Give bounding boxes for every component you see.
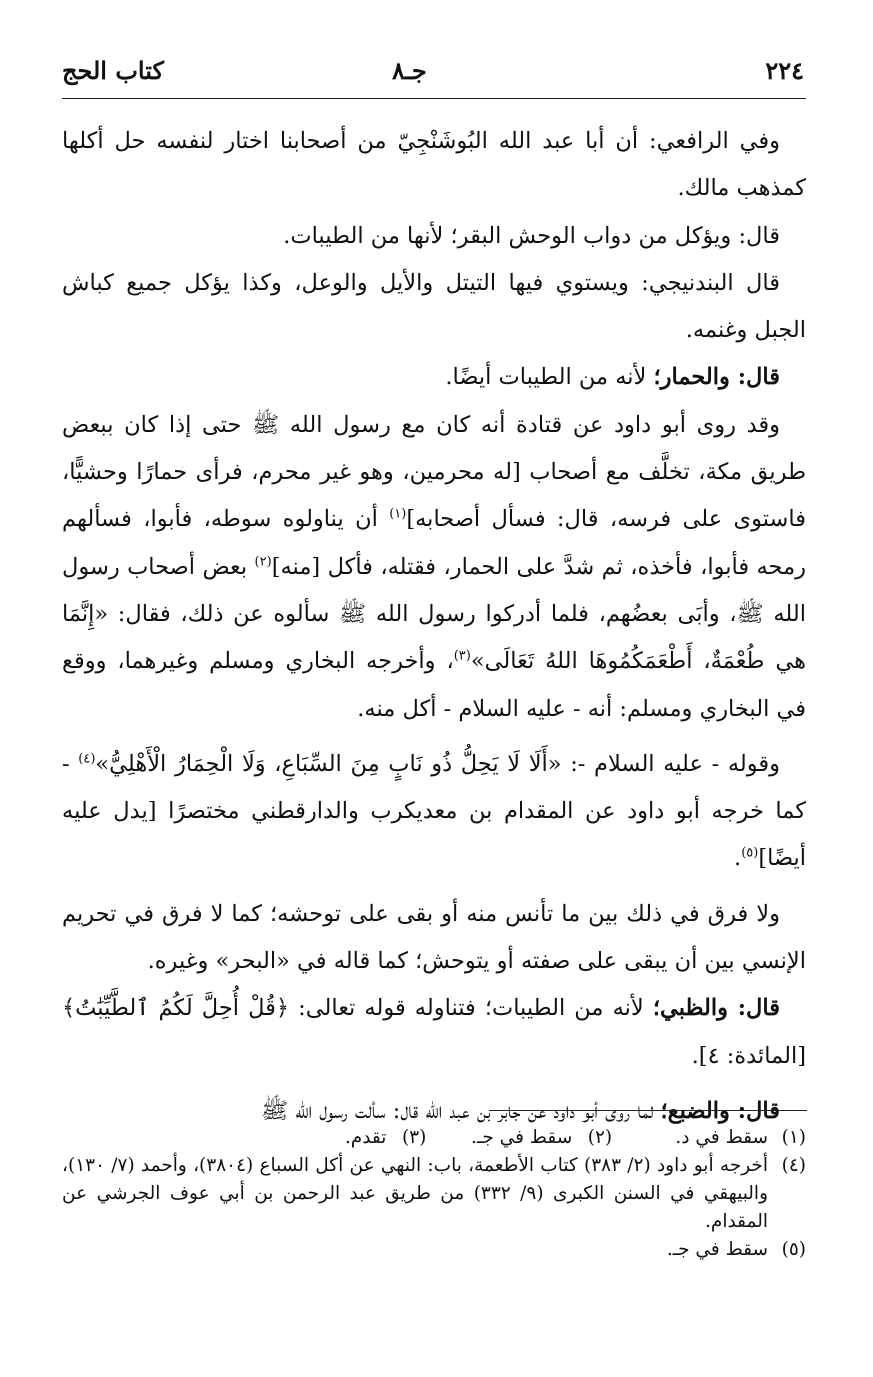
- footnote-number: (٤): [781, 1155, 806, 1176]
- ruling-text: لأنه من الطيبات؛ فتناوله قوله تعالى: ﴿قُلْ أُحِلَّ لَكُمُ ٱلطَّيِّبَٰتُ﴾ [المائدة: ٤].: [62, 995, 806, 1069]
- paragraph-no-difference: ولا فرق في ذلك بين ما تأنس منه أو بقى على توحشه؛ كما لا فرق في تحريم الإنسي بين أن يبقى على صفته أو يتوحش؛ كما قاله في «البحر» وغيره.: [62, 900, 806, 975]
- footnote-text: تقدم.: [344, 1127, 387, 1148]
- ruling-text: لأنه من الطيبات أيضًا.: [445, 364, 654, 391]
- hadith-text: بعض أصحاب رسول الله ﷺ، وأبَى بعضُهم، فلما أدركوا رسول الله ﷺ سألوه عن ذلك، فقال: «إِنَّمَا هي طُعْمَةٌ، أَطْعَمَكُمُوهَا اللهُ تَعَالَى»: [62, 553, 807, 675]
- footnote-ref-1[interactable]: (١): [389, 506, 407, 522]
- footnote-number: (٥): [781, 1239, 806, 1260]
- footnote-rule: [489, 1110, 807, 1111]
- ruling-text: لما روى أبو داود عن جابر بن عبد الله قال: سألت رسول الله ﷺ: [260, 1097, 661, 1124]
- paragraph-gazelle: [62, 985, 806, 1080]
- footnote-number: (٣): [401, 1127, 427, 1148]
- footnotes: [62, 1124, 806, 1264]
- footnote-ref-4[interactable]: (٤): [78, 751, 96, 767]
- footnote-ref-3[interactable]: (٣): [453, 648, 471, 664]
- footnote-text: أخرجه أبو داود (٢/ ٣٨٣) كتاب الأطعمة، باب: النهي عن أكل السباع (٣٨٠٤)، وأحمد (٧/ ١٣٠)، والبيهقي في السنن الكبرى (٩/ ٣٣٢) من طريق عبد الرحمن بن أبي عوف الجرشي عن المقدام.: [62, 1155, 768, 1232]
- footnote-text: سقط في جـ.: [471, 1127, 573, 1148]
- book-title: كتاب الحج: [62, 56, 164, 85]
- paragraph-bandaniji: قال البندنيجي: ويستوي فيها التيتل والأيل والوعل، وكذا يؤكل جميع كباش الجبل وغنمه.: [62, 269, 806, 344]
- paragraph-rafii: وفي الرافعي: أن أبا عبد الله البُوشَنْجِيّ من أصحابنا اختار لنفسه حل أكلها كمذهب مالك.: [62, 128, 806, 202]
- hadith-text: - كما خرجه أبو داود عن المقدام بن معديكرب والدارقطني مختصرًا [يدل عليه أيضًا]: [62, 750, 806, 872]
- main-text: [62, 118, 806, 1135]
- paragraph-fangs-hadith: [62, 741, 806, 883]
- hadith-text: .: [734, 845, 742, 872]
- footnote-number: (١): [781, 1127, 806, 1148]
- paragraph-qatada-hadith: [62, 402, 806, 733]
- hadith-text: أن يناولوه سوطه، فأبوا، فسألهم رمحه فأبوا، فأخذه، ثم شدَّ على الحمار، فقتله، فأكل [منه]: [62, 506, 807, 580]
- footnote-number: (٢): [587, 1127, 613, 1148]
- footnote-row-1-3: [62, 1124, 806, 1152]
- footnote-text: سقط في د.: [675, 1127, 768, 1148]
- footnote-ref-2[interactable]: (٢): [254, 554, 272, 570]
- volume-label: جـ٨: [392, 56, 427, 85]
- ruling-label: قال: والحمار؛: [653, 364, 780, 391]
- footnote-row-5: [62, 1236, 806, 1264]
- footnote-ref-5[interactable]: (٥): [741, 845, 759, 861]
- hadith-text: وقد روى أبو داود عن قتادة أنه كان مع رسول الله ﷺ حتى إذا كان ببعض طريق مكة، تخلَّف مع أصحاب [له محرمين، وهو غير محرم، فرأى حمارًا وحشيًّا، فاستوى على فرسه، قال: فسأل أصحابه]: [62, 411, 806, 533]
- hadith-text: ، وأخرجه البخاري ومسلم وغيرهما، ووقع في البخاري ومسلم: أنه - عليه السلام - أكل منه.: [62, 648, 806, 722]
- ruling-label: قال: والضبع؛: [660, 1097, 780, 1124]
- paragraph-wild-cow: قال: ويؤكل من دواب الوحش البقر؛ لأنها من الطيبات.: [283, 222, 780, 249]
- ruling-label: قال: والظبي؛: [652, 995, 780, 1022]
- paragraph-donkey: [62, 354, 806, 401]
- header-rule: [62, 98, 806, 99]
- page-header: [62, 56, 804, 92]
- footnote-line: [62, 1124, 768, 1152]
- footnote-row-4: [62, 1152, 806, 1236]
- footnote-text: سقط في جـ.: [666, 1239, 768, 1260]
- page-number: ٢٢٤: [765, 56, 804, 85]
- hadith-text: وقوله - عليه السلام -: «أَلَا لَا يَحِلُّ ذُو نَابٍ مِنَ السِّبَاعِ، وَلَا الْحِمَارُ الْأَهْلِيُّ»: [95, 750, 780, 777]
